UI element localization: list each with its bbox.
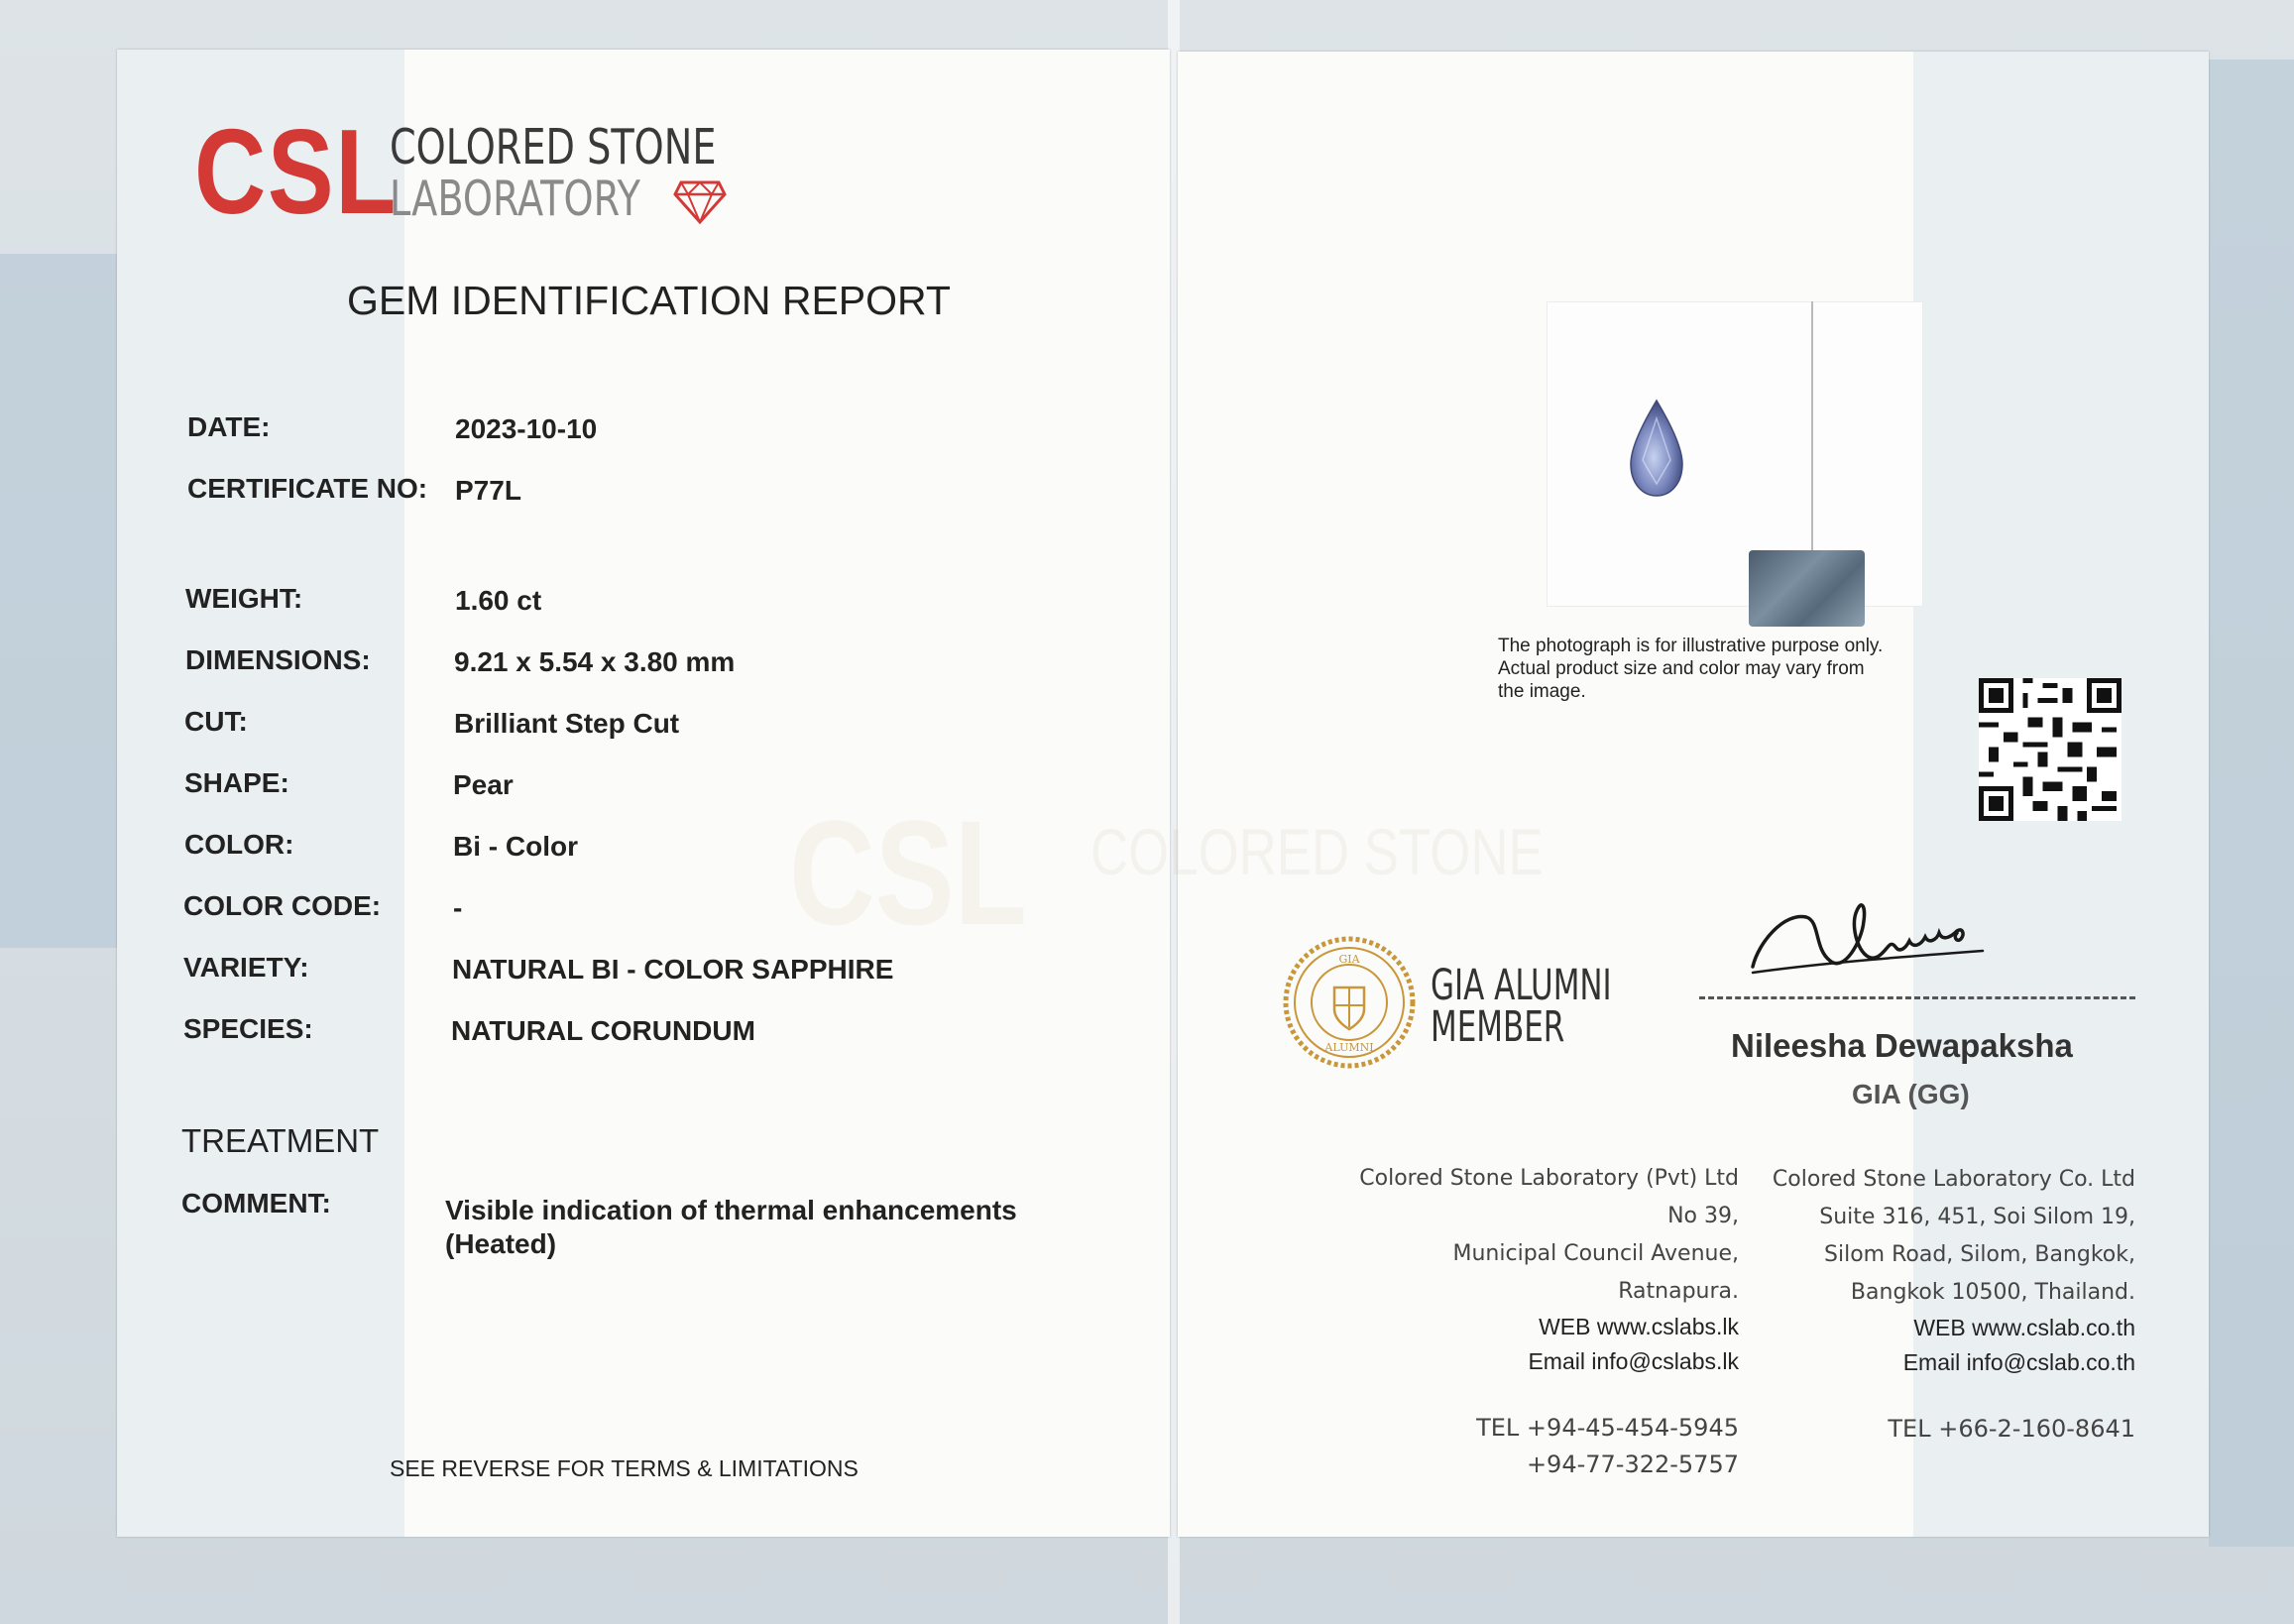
certificate-label: CERTIFICATE NO: bbox=[187, 473, 428, 504]
weight-value: 1.60 ct bbox=[455, 585, 542, 616]
sl-address-line: Ratnapura. bbox=[1618, 1279, 1739, 1304]
shape-label: SHAPE: bbox=[184, 767, 289, 798]
date-value: 2023-10-10 bbox=[455, 413, 598, 444]
photo-guide-line bbox=[1811, 301, 1813, 557]
color-code-value: - bbox=[453, 892, 463, 923]
gem-photo-frame bbox=[1547, 301, 1923, 607]
seal-text-bottom: ALUMNI bbox=[1324, 1041, 1374, 1054]
hologram-sticker bbox=[1749, 550, 1865, 627]
dimensions-label: DIMENSIONS: bbox=[185, 644, 371, 675]
gem-photo bbox=[1627, 399, 1686, 498]
csl-logo-letters: CSL bbox=[194, 104, 398, 239]
th-company: Colored Stone Laboratory Co. Ltd bbox=[1772, 1167, 2135, 1192]
th-email: Email info@cslab.co.th bbox=[1902, 1349, 2135, 1375]
gia-alumni-line1: GIA ALUMNI bbox=[1431, 961, 1612, 1010]
comment-label: COMMENT: bbox=[181, 1188, 331, 1218]
report-title: GEM IDENTIFICATION REPORT bbox=[347, 278, 951, 323]
sl-email: Email info@cslabs.lk bbox=[1528, 1348, 1739, 1374]
shape-value: Pear bbox=[453, 769, 514, 800]
th-address-line: Silom Road, Silom, Bangkok, bbox=[1824, 1242, 2135, 1267]
signer-name: Nileesha Dewapaksha bbox=[1731, 1027, 2073, 1064]
sl-address-line: Municipal Council Avenue, bbox=[1452, 1241, 1739, 1266]
species-label: SPECIES: bbox=[183, 1013, 313, 1044]
seal-text-top: GIA bbox=[1338, 953, 1360, 966]
treatment-label: TREATMENT bbox=[181, 1122, 380, 1159]
terms-note: SEE REVERSE FOR TERMS & LIMITATIONS bbox=[390, 1455, 859, 1481]
weight-label: WEIGHT: bbox=[185, 583, 303, 614]
sl-company: Colored Stone Laboratory (Pvt) Ltd bbox=[1359, 1166, 1739, 1191]
th-address-line: Bangkok 10500, Thailand. bbox=[1850, 1280, 2135, 1305]
comment-line: Visible indication of thermal enhancements bbox=[445, 1195, 1017, 1225]
logo-colored-stone: COLORED STONE bbox=[390, 119, 717, 175]
watermark-text: COLORED STONE bbox=[1090, 815, 1544, 888]
watermark-letters: CSL bbox=[789, 789, 1027, 956]
th-tel: TEL +66-2-160-8641 bbox=[1888, 1415, 2135, 1443]
sl-address-line: No 39, bbox=[1667, 1204, 1739, 1228]
photo-caption: The photograph is for illustrative purpose only. Actual product size and color may vary from the image. bbox=[1498, 636, 1884, 702]
sl-web: WEB www.cslabs.lk bbox=[1539, 1314, 1739, 1339]
color-code-label: COLOR CODE: bbox=[183, 890, 382, 921]
dimensions-value: 9.21 x 5.54 x 3.80 mm bbox=[454, 646, 736, 677]
comment-line: (Heated) bbox=[445, 1228, 557, 1259]
sl-tel: +94-77-322-5757 bbox=[1526, 1450, 1739, 1478]
sleeve-reflection bbox=[2209, 59, 2294, 1547]
logo-laboratory: LABORATORY bbox=[390, 171, 641, 227]
color-label: COLOR: bbox=[184, 829, 294, 860]
cut-value: Brilliant Step Cut bbox=[454, 708, 680, 739]
gia-alumni-line2: MEMBER bbox=[1431, 1002, 1565, 1052]
variety-value: NATURAL BI - COLOR SAPPHIRE bbox=[452, 954, 894, 985]
comment-value bbox=[445, 1194, 1099, 1261]
species-value: NATURAL CORUNDUM bbox=[451, 1015, 755, 1046]
cut-label: CUT: bbox=[184, 706, 248, 737]
th-web: WEB www.cslab.co.th bbox=[1913, 1315, 2135, 1340]
qr-code-icon bbox=[1979, 678, 2122, 821]
color-value: Bi - Color bbox=[453, 831, 578, 862]
signature-line bbox=[1699, 996, 2135, 999]
th-address-line: Suite 316, 451, Soi Silom 19, bbox=[1819, 1205, 2135, 1229]
sl-tel: TEL +94-45-454-5945 bbox=[1476, 1414, 1739, 1442]
signer-title: GIA (GG) bbox=[1852, 1079, 1970, 1109]
gem-logo-icon bbox=[673, 180, 727, 224]
certificate-value: P77L bbox=[455, 475, 521, 506]
date-label: DATE: bbox=[187, 411, 271, 442]
signature bbox=[1745, 887, 2072, 991]
gia-alumni-seal-icon bbox=[1283, 936, 1416, 1069]
variety-label: VARIETY: bbox=[183, 952, 309, 983]
